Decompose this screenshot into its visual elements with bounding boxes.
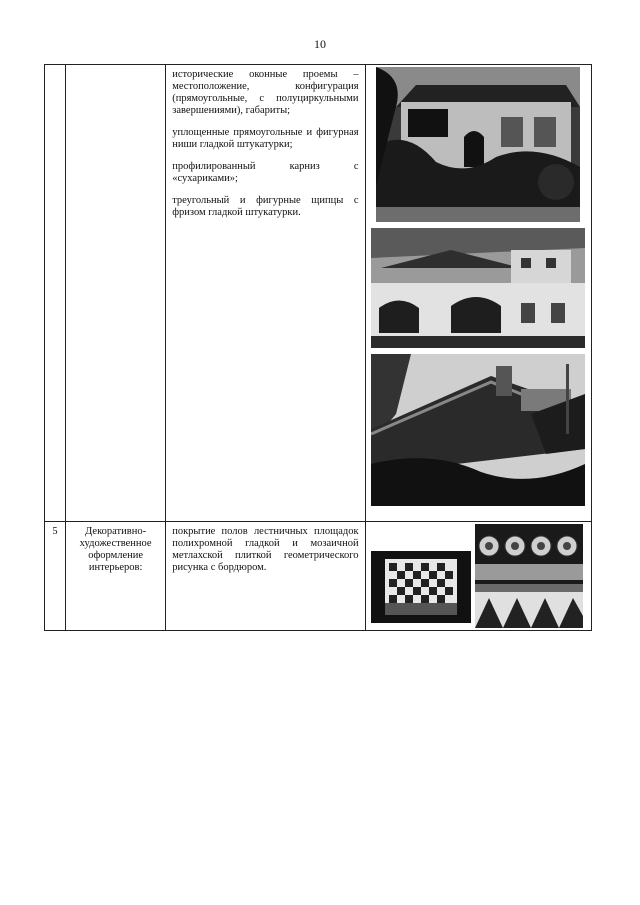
photo-cell: [365, 65, 591, 522]
tile-floor-photo: [371, 551, 471, 623]
table-row: [45, 65, 592, 522]
description-cell: [166, 522, 365, 631]
row-number-cell: [45, 65, 66, 522]
description-paragraph: профилированный карниз с «сухариками»;: [172, 161, 359, 184]
element-name-cell: [66, 65, 166, 522]
page-number: 10: [314, 37, 326, 51]
facade-photo: [376, 67, 580, 222]
description-paragraph: треугольный и фигурные щипцы с фризом гладкой штукатурки.: [172, 195, 359, 218]
monument-table: [44, 64, 592, 631]
element-name-cell: Декоративно-художественное оформление интерьеров:: [66, 522, 166, 631]
mosaic-border-photo: [475, 524, 583, 628]
row-number-cell: 5: [45, 522, 66, 631]
description-paragraph: покрытие полов лестничных площадок полихромной гладкой и мозаичной метлахской плиткой геометрического рисунка с бордюром.: [172, 526, 359, 573]
arched-building-photo: [371, 228, 585, 348]
description-cell: [166, 65, 365, 522]
roof-photo: [371, 354, 585, 506]
table-row: [45, 522, 592, 631]
photo-cell: [365, 522, 591, 631]
description-paragraph: исторические оконные проемы – местоположение, конфигурация (прямоугольные, с полуциркульными завершениями), габариты;: [172, 69, 359, 116]
description-paragraph: уплощенные прямоугольные и фигурная ниши гладкой штукатурки;: [172, 127, 359, 150]
